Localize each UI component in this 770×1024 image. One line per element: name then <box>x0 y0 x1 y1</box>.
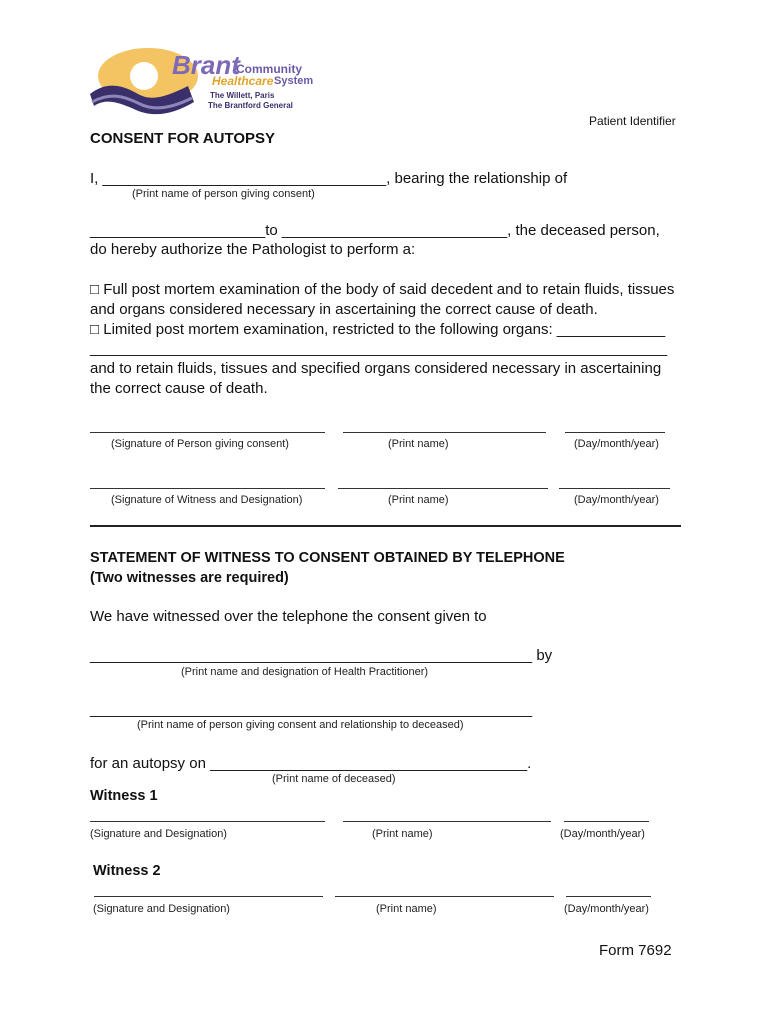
caption-print-name-1: (Print name) <box>388 438 449 450</box>
caption-signature-witness: (Signature of Witness and Designation) <box>111 494 303 506</box>
consent-title: CONSENT FOR AUTOPSY <box>90 130 276 147</box>
caption-print-name-consenter: (Print name of person giving consent) <box>132 188 315 200</box>
retain-text-2: the correct cause of death. <box>90 380 268 397</box>
logo-healthcare-text: Healthcare <box>212 74 274 88</box>
print-name-witness-line[interactable] <box>338 488 548 489</box>
witness2-print-name-line[interactable] <box>335 896 554 897</box>
form-number: Form 7692 <box>599 942 672 959</box>
telephone-title: STATEMENT OF WITNESS TO CONSENT OBTAINED BY TELEPHONE <box>90 550 565 566</box>
telephone-intro: We have witnessed over the telephone the consent given to <box>90 608 487 625</box>
deceased-field[interactable]: ______________________________________ <box>210 755 528 772</box>
consent-line-2: _____________________to ___________________________, the deceased person, <box>90 222 660 239</box>
consent-line-1: I, __________________________________, bearing the relationship of <box>90 170 568 187</box>
caption-deceased: (Print name of deceased) <box>272 773 396 785</box>
caption-date-2: (Day/month/year) <box>574 494 659 506</box>
witness2-signature-line[interactable] <box>94 896 323 897</box>
witness1-print-name-line[interactable] <box>343 821 551 822</box>
print-name-consenter-line[interactable] <box>343 432 546 433</box>
logo-site2: The Brantford General <box>208 101 293 110</box>
logo-system-text: System <box>274 75 314 87</box>
date-witness-line[interactable] <box>559 488 670 489</box>
logo-community-text: Community <box>236 62 302 76</box>
witness2-date-line[interactable] <box>566 896 651 897</box>
practitioner-field[interactable]: _____________________________________________________ <box>90 647 533 664</box>
caption-practitioner: (Print name and designation of Health Practitioner) <box>181 666 429 678</box>
witness1-signature-line[interactable] <box>90 821 325 822</box>
autopsy-line: for an autopsy on ______________________________________. <box>90 755 532 772</box>
relationship-field[interactable]: _____________________ <box>90 222 266 239</box>
retain-text-1: and to retain fluids, tissues and specified organs considered necessary in ascertaining <box>90 360 662 377</box>
caption-witness2-print-name: (Print name) <box>376 903 437 915</box>
signature-witness-line[interactable] <box>90 488 325 489</box>
hospital-logo <box>88 42 318 122</box>
caption-print-name-2: (Print name) <box>388 494 449 506</box>
witness1-date-line[interactable] <box>564 821 649 822</box>
caption-witness1-print-name: (Print name) <box>372 828 433 840</box>
option-limited-post-mortem[interactable]: □ Limited post mortem examination, restricted to the following organs: _____________ <box>90 321 666 338</box>
consent-line-3: do hereby authorize the Pathologist to perform a: <box>90 241 416 258</box>
telephone-subtitle: (Two witnesses are required) <box>90 570 289 586</box>
signature-consenter-line[interactable] <box>90 432 325 433</box>
practitioner-line: _____________________________________________________ by <box>90 647 553 664</box>
section-divider <box>90 525 681 527</box>
caption-witness2-signature: (Signature and Designation) <box>93 903 230 915</box>
option-full-post-mortem-cont: and organs considered necessary in ascertaining the correct cause of death. <box>90 301 598 318</box>
caption-witness1-date: (Day/month/year) <box>560 828 645 840</box>
caption-signature-consenter: (Signature of Person giving consent) <box>111 438 289 450</box>
option-full-post-mortem[interactable]: □ Full post mortem examination of the body of said decedent and to retain fluids, tissues <box>90 281 675 298</box>
person-consent-field[interactable]: _____________________________________________________ <box>90 701 533 718</box>
deceased-name-field[interactable]: ___________________________ <box>281 222 508 239</box>
organs-field[interactable]: ______________________________________________________________________ <box>90 340 667 357</box>
caption-witness2-date: (Day/month/year) <box>564 903 649 915</box>
witness-1-heading: Witness 1 <box>90 788 158 804</box>
witness-2-heading: Witness 2 <box>93 863 161 879</box>
logo-brant-text: Brant <box>172 50 240 80</box>
caption-witness1-signature: (Signature and Designation) <box>90 828 227 840</box>
date-consenter-line[interactable] <box>565 432 665 433</box>
consenter-name-field[interactable]: __________________________________ <box>102 170 387 187</box>
caption-date-1: (Day/month/year) <box>574 438 659 450</box>
logo-site1: The Willett, Paris <box>210 91 275 100</box>
patient-identifier-label: Patient Identifier <box>589 114 676 128</box>
caption-person-consent: (Print name of person giving consent and relationship to deceased) <box>137 719 464 731</box>
